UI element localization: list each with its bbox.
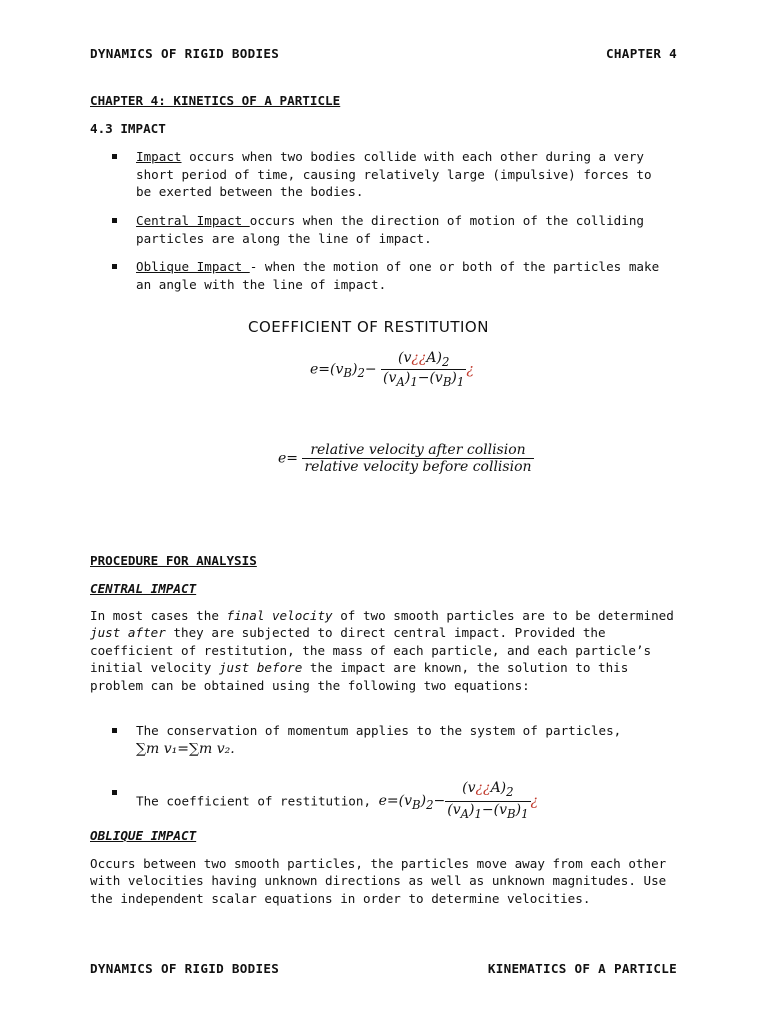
formula-restitution-inline: $e=(v_B)_2-$ $\frac{(v¿¿A)_2}{(v_A)_1-(v_B)_1}$ ¿ xyxy=(378,780,539,821)
central-impact-paragraph: In most cases the final velocity of two smooth particles are to be determined just after they are subjected to direct central impact. Provided the coefficient of restitution, the mass of each particle, and each particle’s initial velocity just before the impact are known, the solution to this problem can be obtained using the following two equations: xyxy=(90,608,674,693)
footer-left: DYNAMICS OF RIGID BODIES xyxy=(90,961,280,976)
coefficient-title: COEFFICIENT OF RESTITUTION xyxy=(248,318,489,336)
bullet-marker xyxy=(112,154,117,159)
bullet-impact xyxy=(112,148,672,201)
momentum-equation: ∑m v₁=∑m v₂. xyxy=(136,740,235,757)
formula-relative-velocity: e= $\frac{\text{relative velocity after collision}}{\text{relative velocity before collision}}$ xyxy=(278,442,532,475)
def-oblique-impact: - when the motion of one or both of the particles make an angle with the line of impact. xyxy=(136,259,660,292)
bullet-central-impact xyxy=(112,212,672,247)
bullet-marker xyxy=(112,264,117,269)
bullet-oblique-impact xyxy=(112,258,672,293)
header-left: DYNAMICS OF RIGID BODIES xyxy=(90,46,280,61)
procedure-heading: PROCEDURE FOR ANALYSIS xyxy=(90,553,257,568)
term-impact: Impact xyxy=(136,149,182,164)
section-title: 4.3 IMPACT xyxy=(90,121,166,136)
formula-restitution: $e=(v_B)_2-$ $\frac{(v¿¿A)_2}{(v_A)_1-(v_B)_1}$ ¿ xyxy=(310,350,474,389)
header-right: CHAPTER 4 xyxy=(606,46,677,61)
formula-fraction: $\frac{(v¿¿A)_2}{(v_A)_1-(v_B)_1}$ xyxy=(383,350,465,389)
chapter-title: CHAPTER 4: KINETICS OF A PARTICLE xyxy=(90,93,341,108)
term-oblique-impact: Oblique Impact xyxy=(136,259,250,274)
def-central-impact: occurs when the direction of motion of the colliding particles are along the line of impact. xyxy=(136,213,645,246)
bullet-restitution: The coefficient of restitution, $e=(v_B)_2-$ $\frac{(v¿¿A)_2}{(v_A)_1-(v_B)_1}$ ¿ xyxy=(112,780,672,823)
term-central-impact: Central Impact xyxy=(136,213,250,228)
oblique-impact-heading: OBLIQUE IMPACT xyxy=(90,828,197,843)
bullet-marker xyxy=(112,218,117,223)
def-impact: occurs when two bodies collide with each other during a very short period of time, causing relatively large (impulsive) forces to be exerted between the bodies. xyxy=(136,149,652,199)
central-impact-heading: CENTRAL IMPACT xyxy=(90,581,197,596)
footer-right: KINEMATICS OF A PARTICLE xyxy=(487,961,677,976)
bullet-marker xyxy=(112,728,117,733)
formula-relative-fraction: $\frac{\text{relative velocity after collision}}{\text{relative velocity before collision}}$ xyxy=(304,442,532,475)
oblique-impact-paragraph: Occurs between two smooth particles, the particles move away from each other with velocities having unknown directions as well as unknown magnitudes. Use the independent scalar equations in order to determine velocities. xyxy=(90,856,667,906)
bullet-momentum: The conservation of momentum applies to the system of particles, ∑m v₁=∑m v₂. xyxy=(112,722,672,758)
bullet-marker xyxy=(112,790,117,795)
